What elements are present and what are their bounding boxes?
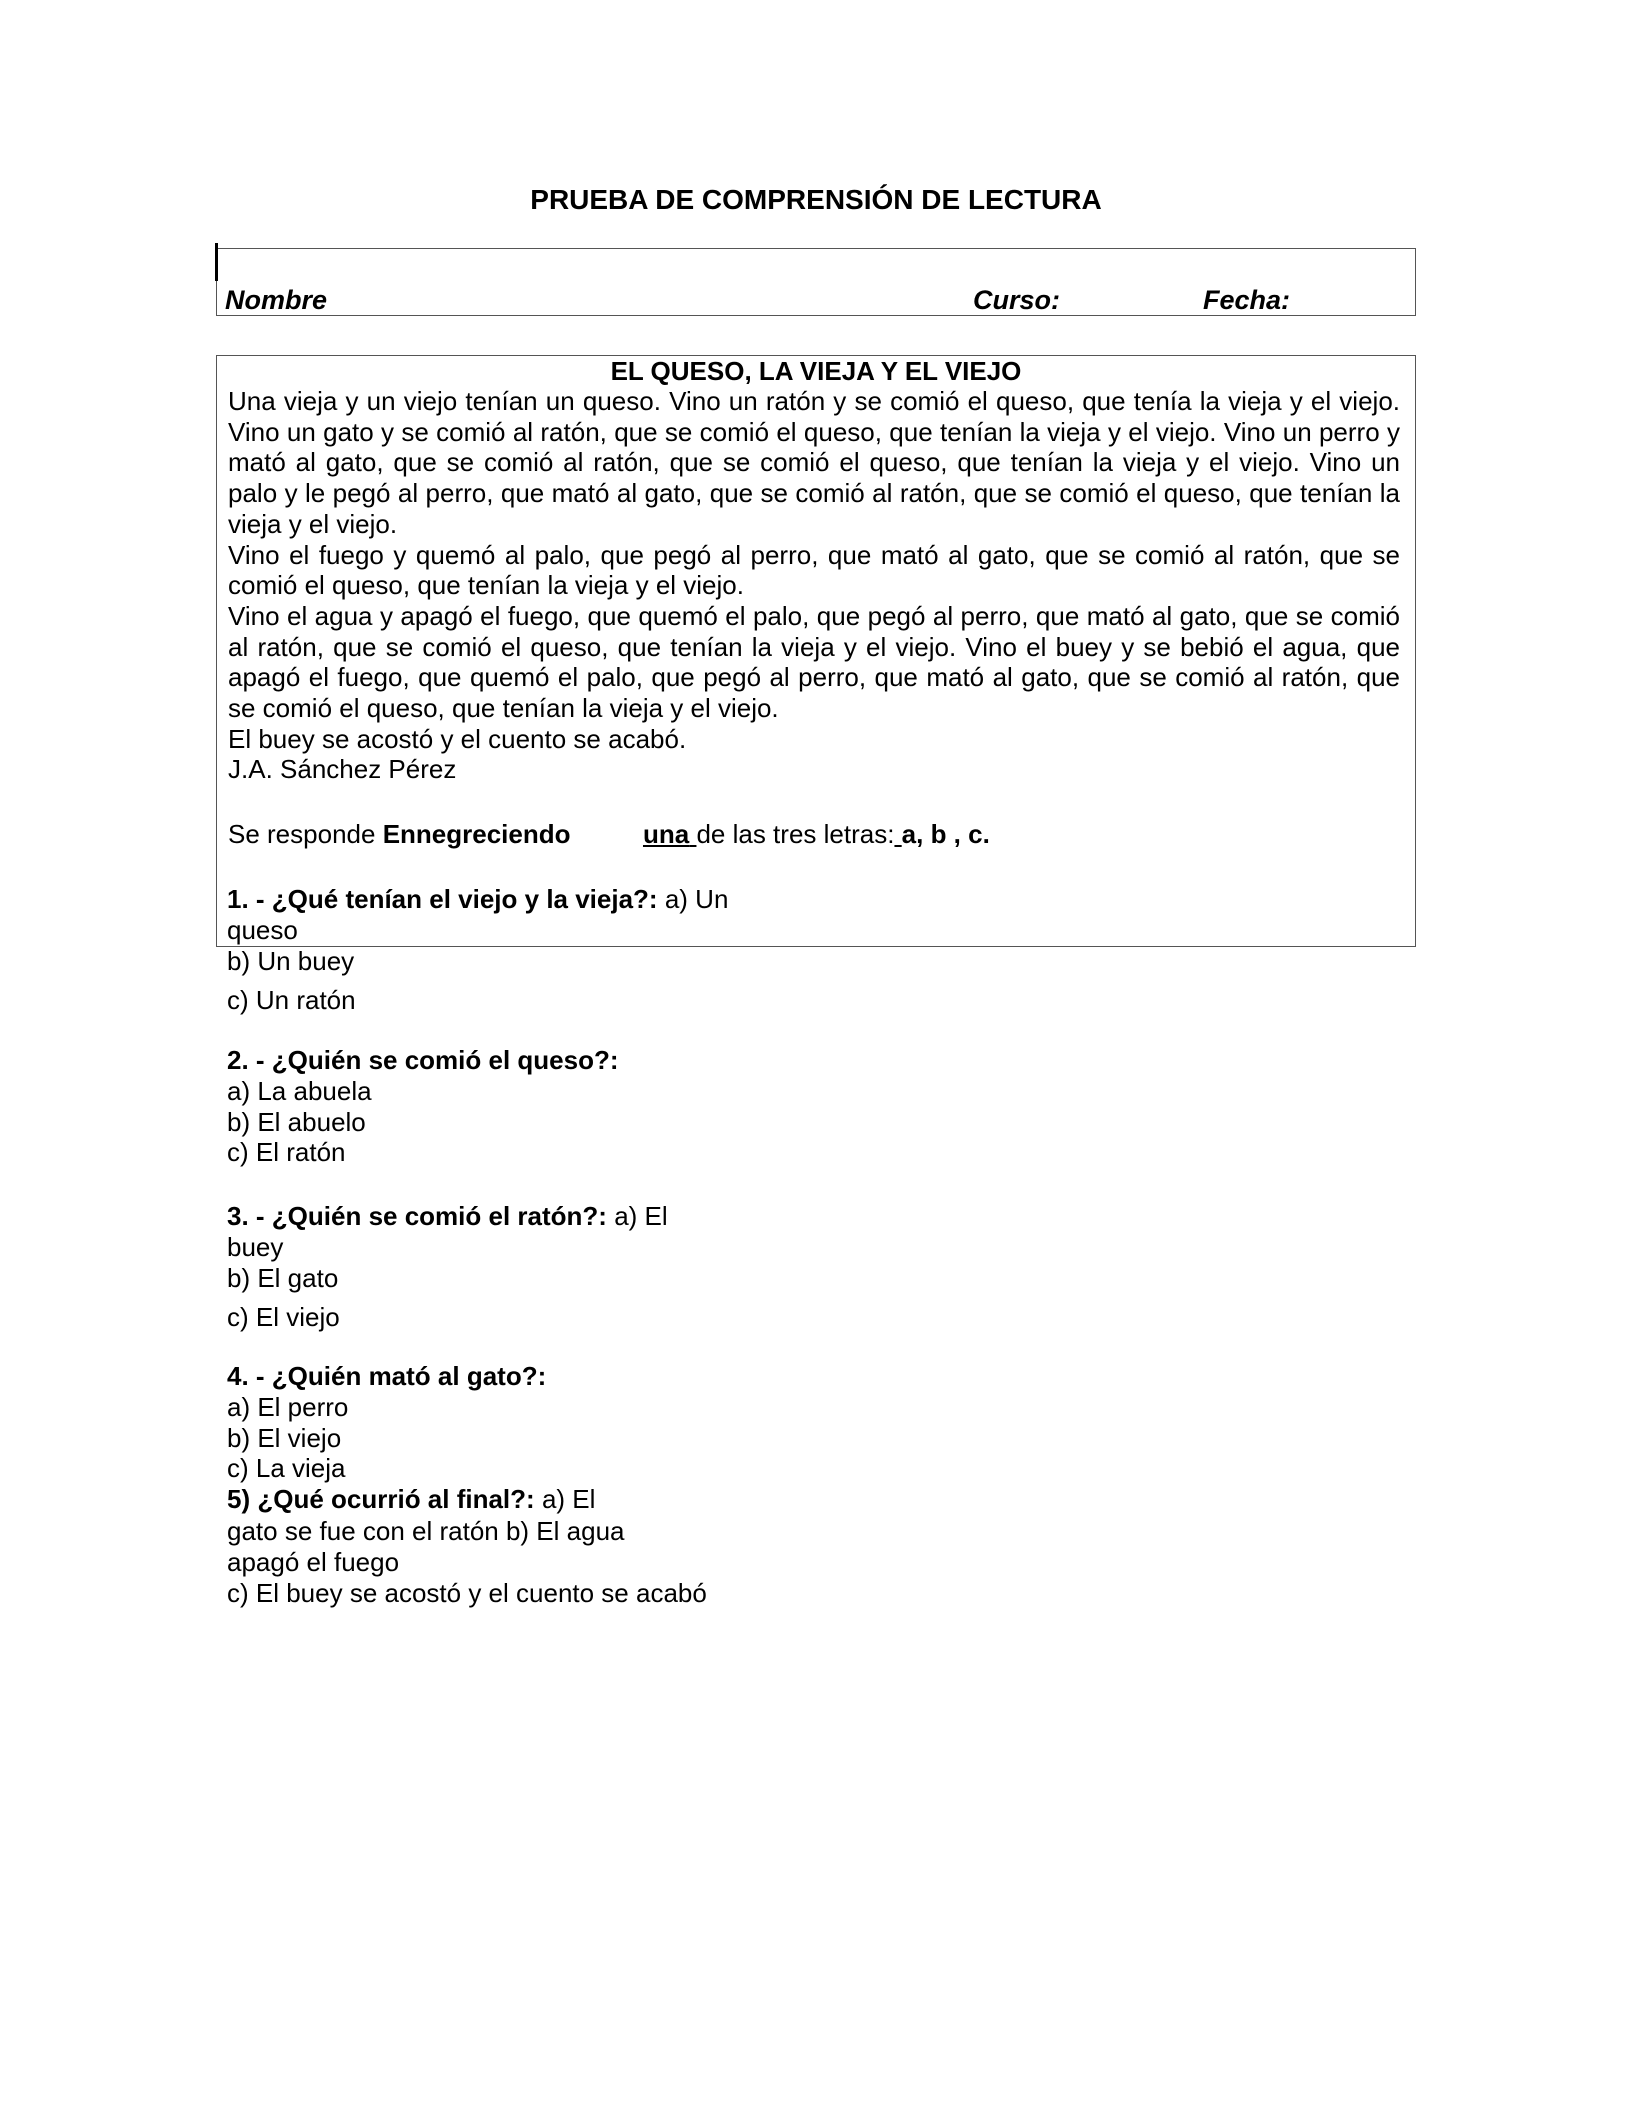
date-label: Fecha: <box>1203 285 1291 315</box>
question-5-line-2[interactable]: gato se fue con el ratón b) El agua <box>227 1516 625 1546</box>
story-author: J.A. Sánchez Pérez <box>228 754 457 785</box>
question-5-option-c[interactable]: c) El buey se acostó y el cuento se acabó <box>227 1578 707 1608</box>
question-1 <box>227 884 728 915</box>
question-2-option-a[interactable]: a) La abuela <box>227 1076 372 1106</box>
instructions-underlined-word: una <box>642 819 690 849</box>
question-5-option-a[interactable]: a) El <box>541 1484 596 1514</box>
question-4 <box>227 1361 546 1392</box>
question-5-line-3[interactable]: apagó el fuego <box>227 1547 400 1577</box>
question-5 <box>227 1484 595 1515</box>
question-1-text: 1. - ¿Qué tenían el viejo y la vieja?: <box>227 884 658 914</box>
course-label: Curso: <box>973 285 1060 315</box>
question-1-option-a-cont[interactable]: queso <box>227 915 298 945</box>
instructions-letters: a, b , c. <box>901 819 990 849</box>
name-label: Nombre <box>225 285 328 315</box>
instructions-bold-word: Ennegreciendo <box>382 819 571 849</box>
question-1-option-b[interactable]: b) Un buey <box>227 946 355 976</box>
question-2-option-b[interactable]: b) El abuelo <box>227 1107 366 1137</box>
question-4-option-b[interactable]: b) El viejo <box>227 1423 342 1453</box>
question-3-option-a-cont[interactable]: buey <box>227 1232 284 1262</box>
story-paragraph: Vino el fuego y quemó al palo, que pegó al perro, que mató al gato, que se comió al ratón, que se comió el queso, que tenían la vieja y el viejo. <box>228 539 1400 601</box>
question-3-option-a[interactable]: a) El <box>614 1201 668 1231</box>
question-4-option-a[interactable]: a) El perro <box>227 1392 349 1422</box>
question-2-text: 2. - ¿Quién se comió el queso?: <box>227 1045 619 1075</box>
question-2-option-c[interactable]: c) El ratón <box>227 1137 346 1167</box>
page-title: PRUEBA DE COMPRENSIÓN DE LECTURA <box>530 184 1102 215</box>
story-paragraph: Una vieja y un viejo tenían un queso. Vino un ratón y se comió el queso, que tenía la vieja y el viejo. Vino un gato y se comió al ratón, que se comió el queso, que tenían la vieja y el viejo. Vino un perro y mató al gato, que se comió al ratón, que se comió el queso, que tenían la vieja y el viejo. Vino un palo y le pegó al perro, que mató al gato, que se comió al ratón, que se comió el queso, que tenían la vieja y el viejo. <box>228 386 1400 539</box>
question-5-text: 5) ¿Qué ocurrió al final?: <box>227 1484 535 1514</box>
question-1-option-c[interactable]: c) Un ratón <box>227 985 356 1015</box>
question-3-text: 3. - ¿Quién se comió el ratón?: <box>227 1201 607 1231</box>
story-paragraph: Vino el agua y apagó el fuego, que quemó el palo, que pegó al perro, que mató al gato, que se comió al ratón, que se comió el queso, que tenían la vieja y el viejo. Vino el buey y se bebió el agua, que apagó el fuego, que quemó el palo, que pegó al perro, que mató al gato, que se comió al ratón, que se comió el queso, que tenían la vieja y el viejo. <box>228 600 1400 724</box>
instructions-prefix: Se responde <box>228 819 376 849</box>
question-4-text: 4. - ¿Quién mató al gato?: <box>227 1361 547 1391</box>
story-box <box>216 355 1416 947</box>
question-3-option-c[interactable]: c) El viejo <box>227 1302 340 1332</box>
student-info-box <box>216 248 1416 316</box>
question-3 <box>227 1201 668 1232</box>
question-3-option-b[interactable]: b) El gato <box>227 1263 339 1293</box>
story-title: EL QUESO, LA VIEJA Y EL VIEJO <box>610 356 1022 386</box>
instructions-middle: de las tres letras: <box>696 819 895 849</box>
instructions <box>228 818 990 850</box>
question-2 <box>227 1045 619 1076</box>
text-cursor-mark <box>215 243 218 281</box>
question-4-option-c[interactable]: c) La vieja <box>227 1453 346 1483</box>
story-ending: El buey se acostó y el cuento se acabó. <box>228 723 687 754</box>
story-text <box>228 386 1400 785</box>
question-1-option-a[interactable]: a) Un <box>664 884 729 914</box>
